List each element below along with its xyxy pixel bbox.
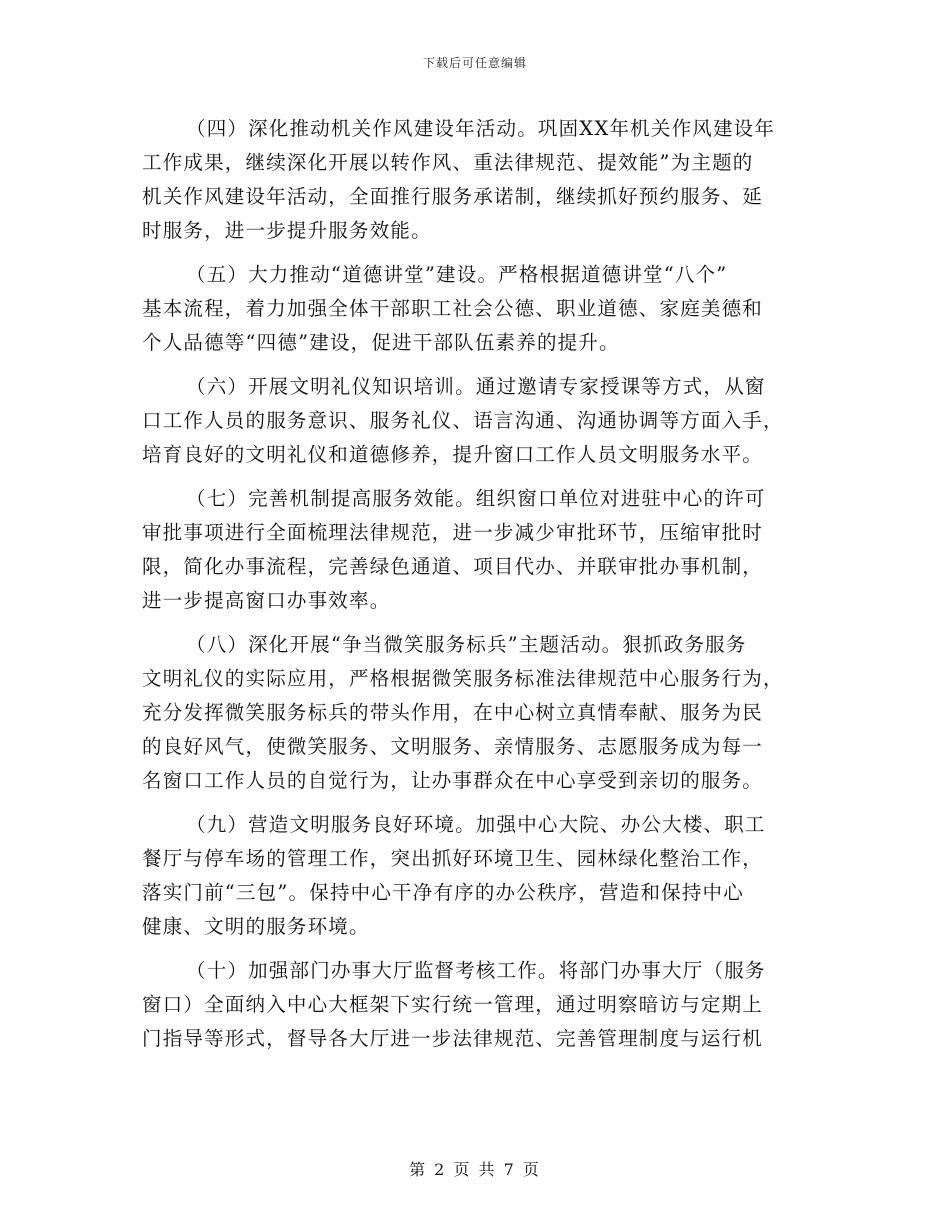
- paragraph-line: 门指导等形式，督导各大厅进一步法律规范、完善管理制度与运行机: [142, 1027, 764, 1050]
- paragraph-line: 限，简化办事流程，完善绿色通道、项目代办、并联审批办事机制，: [142, 555, 764, 578]
- paragraph-9: [142, 808, 818, 944]
- paragraph-7: [142, 482, 818, 618]
- paragraph-line: 的良好风气，使微笑服务、文明服务、亲情服务、志愿服务成为每一: [142, 735, 764, 758]
- document-body: [142, 112, 818, 1056]
- page-header-note: 下载后可任意编辑: [422, 56, 527, 70]
- paragraph-line: 充分发挥微笑服务标兵的带头作用，在中心树立真情奉献、服务为民: [142, 701, 764, 724]
- paragraph-line: 培育良好的文明礼仪和道德修养，提升窗口工作人员文明服务水平。: [142, 443, 764, 466]
- paragraph-line: 工作成果，继续深化开展以转作风、重法律规范、提效能”为主题的: [142, 151, 754, 174]
- paragraph-line: （七）完善机制提高服务效能。组织窗口单位对进驻中心的许可: [186, 487, 766, 510]
- paragraph-4: [142, 112, 818, 248]
- paragraph-6: [142, 370, 818, 472]
- paragraph-line: 审批事项进行全面梳理法律规范，进一步减少审批环节，压缩审批时: [142, 521, 764, 544]
- paragraph-line: 时服务，进一步提升服务效能。: [142, 219, 432, 242]
- paragraph-line: 口工作人员的服务意识、服务礼仪、语言沟通、沟通协调等方面入手，: [142, 409, 784, 432]
- paragraph-line: 健康、文明的服务环境。: [142, 915, 370, 938]
- paragraph-10: [142, 954, 818, 1056]
- paragraph-line: 机关作风建设年活动，全面推行服务承诺制，继续抓好预约服务、延: [142, 185, 764, 208]
- page-number-footer: 第 2 页 共 7 页: [409, 1160, 541, 1179]
- paragraph-line: （四）深化推动机关作风建设年活动。巩固XX年机关作风建设年: [186, 117, 776, 140]
- paragraph-line: 落实门前“三包”。保持中心干净有序的办公秩序，营造和保持中心: [142, 881, 744, 904]
- paragraph-8: [142, 628, 818, 798]
- paragraph-line: （五）大力推动“道德讲堂”建设。严格根据道德讲堂“八个”: [186, 263, 728, 286]
- paragraph-line: 文明礼仪的实际应用，严格根据微笑服务标准法律规范中心服务行为，: [142, 667, 784, 690]
- paragraph-line: （八）深化开展“争当微笑服务标兵”主题活动。狠抓政务服务: [186, 633, 747, 656]
- paragraph-line: 进一步提高窗口办事效率。: [142, 589, 391, 612]
- paragraph-line: （九）营造文明服务良好环境。加强中心大院、办公大楼、职工: [186, 813, 766, 836]
- paragraph-5: [142, 258, 818, 360]
- paragraph-line: 窗口）全面纳入中心大框架下实行统一管理，通过明察暗访与定期上: [142, 993, 764, 1016]
- paragraph-line: 餐厅与停车场的管理工作，突出抓好环境卫生、园林绿化整治工作，: [142, 847, 764, 870]
- paragraph-line: 名窗口工作人员的自觉行为，让办事群众在中心享受到亲切的服务。: [142, 769, 764, 792]
- paragraph-line: 个人品德等“四德”建设，促进干部队伍素养的提升。: [142, 331, 620, 354]
- paragraph-line: （十）加强部门办事大厅监督考核工作。将部门办事大厅（服务: [186, 959, 766, 982]
- paragraph-line: 基本流程，着力加强全体干部职工社会公德、职业道德、家庭美德和: [142, 297, 764, 320]
- paragraph-line: （六）开展文明礼仪知识培训。通过邀请专家授课等方式，从窗: [186, 375, 766, 398]
